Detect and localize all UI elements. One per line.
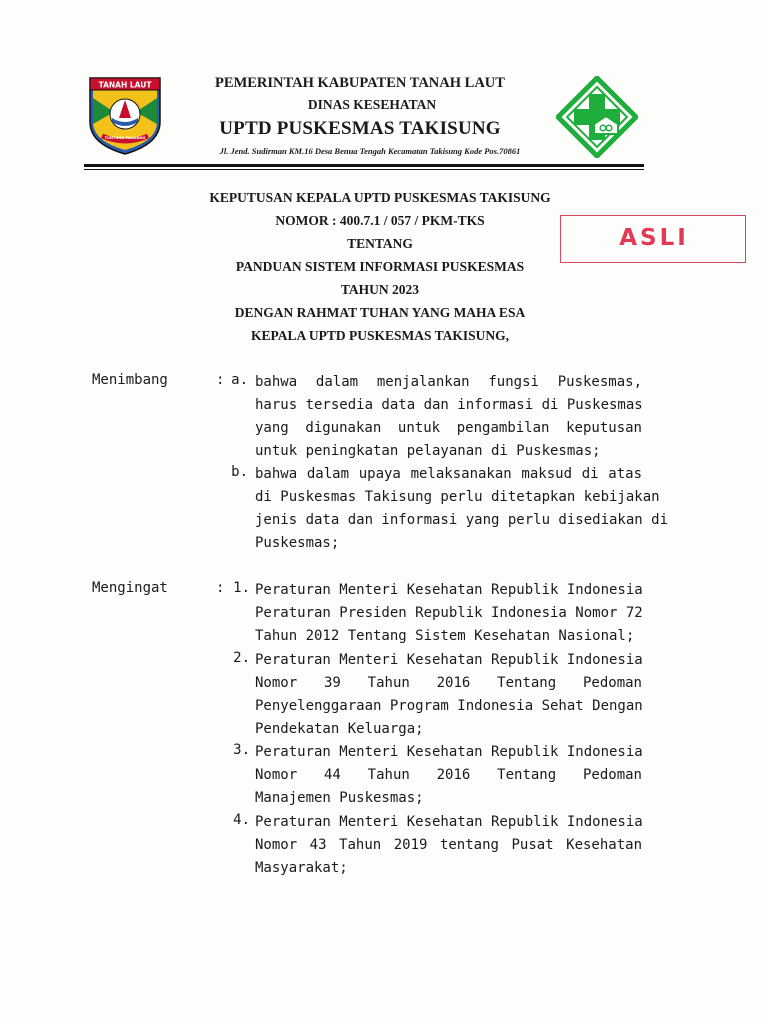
list-item-line: Nomor 43 Tahun 2019 tentang Pusat Kesehatan bbox=[255, 837, 642, 853]
list-item-line: Peraturan Menteri Kesehatan Republik Indonesia bbox=[255, 582, 643, 598]
mengingat-marker-4: 4. bbox=[233, 812, 250, 828]
list-item-line: jenis data dan informasi yang perlu disediakan di bbox=[255, 512, 669, 528]
menimbang-label: Menimbang bbox=[92, 372, 168, 388]
list-item-line: untuk peningkatan pelayanan di Puskesmas; bbox=[255, 443, 601, 459]
list-item-line: Penyelenggaraan Program Indonesia Sehat Dengan bbox=[255, 698, 643, 714]
decree-authority: KEPALA UPTD PUSKESMAS TAKISUNG, bbox=[250, 328, 510, 343]
kop-line-1: PEMERINTAH KABUPATEN TANAH LAUT bbox=[215, 75, 505, 91]
list-item-line: Peraturan Presiden Republik Indonesia Nomor 72 bbox=[255, 605, 643, 621]
list-item-line: yang digunakan untuk pengambilan keputusan bbox=[255, 420, 642, 436]
list-item-line: bahwa dalam upaya melaksanakan maksud di atas bbox=[255, 466, 642, 482]
kop-address: Jl. Jend. Sudirman KM.16 Desa Benua Tengah Kecamatan Takisung Kode Pos.70861 bbox=[219, 146, 521, 156]
mengingat-label: Mengingat bbox=[92, 580, 168, 596]
decree-title: KEPUTUSAN KEPALA UPTD PUSKESMAS TAKISUNG bbox=[209, 190, 551, 205]
decree-subject: PANDUAN SISTEM INFORMASI PUSKESMAS bbox=[235, 259, 525, 274]
emblem-motto-text: TUNTUNG PANDANG bbox=[104, 136, 146, 140]
list-item-line: Puskesmas; bbox=[255, 535, 340, 551]
list-item-line: Peraturan Menteri Kesehatan Republik Indonesia bbox=[255, 814, 643, 830]
decree-year: TAHUN 2023 bbox=[340, 282, 420, 297]
mengingat-colon: : bbox=[216, 580, 225, 596]
list-item-line: Nomor 44 Tahun 2016 Tentang Pedoman bbox=[255, 767, 642, 783]
list-item-line: Nomor 39 Tahun 2016 Tentang Pedoman bbox=[255, 675, 642, 691]
list-item-line: harus tersedia data dan informasi di Puskesmas bbox=[255, 397, 643, 413]
stamp-text: ASLI bbox=[619, 225, 689, 251]
list-item-line: di Puskesmas Takisung perlu ditetapkan kebijakan bbox=[255, 489, 660, 505]
menimbang-marker-b: b. bbox=[231, 464, 248, 480]
letterhead-divider bbox=[84, 164, 644, 167]
list-item-line: Tahun 2012 Tentang Sistem Kesehatan Nasional; bbox=[255, 628, 635, 644]
list-item-line: Peraturan Menteri Kesehatan Republik Indonesia bbox=[255, 744, 643, 760]
list-item-line: Manajemen Puskesmas; bbox=[255, 790, 424, 806]
menimbang-colon: : bbox=[216, 372, 225, 388]
kop-line-2: DINAS KESEHATAN bbox=[307, 97, 437, 112]
mengingat-marker-1: 1. bbox=[233, 580, 250, 596]
tanah-laut-emblem-icon bbox=[84, 74, 166, 156]
list-item-line: Peraturan Menteri Kesehatan Republik Indonesia bbox=[255, 652, 643, 668]
letterhead-divider-thin bbox=[84, 169, 644, 170]
list-item-line: Pendekatan Keluarga; bbox=[255, 721, 424, 737]
list-item-line: Masyarakat; bbox=[255, 860, 348, 876]
mengingat-marker-3: 3. bbox=[233, 742, 250, 758]
puskesmas-logo-icon bbox=[556, 76, 638, 158]
menimbang-marker-a: a. bbox=[231, 372, 248, 388]
decree-invocation: DENGAN RAHMAT TUHAN YANG MAHA ESA bbox=[234, 305, 526, 320]
mengingat-marker-2: 2. bbox=[233, 650, 250, 666]
decree-number: NOMOR : 400.7.1 / 057 / PKM-TKS bbox=[275, 213, 485, 228]
list-item-line: bahwa dalam menjalankan fungsi Puskesmas, bbox=[255, 374, 642, 390]
decree-tentang: TENTANG bbox=[347, 236, 413, 251]
asli-stamp bbox=[560, 215, 746, 263]
kop-line-3: UPTD PUSKESMAS TAKISUNG bbox=[219, 118, 501, 139]
emblem-banner-text: TANAH LAUT bbox=[98, 80, 152, 90]
